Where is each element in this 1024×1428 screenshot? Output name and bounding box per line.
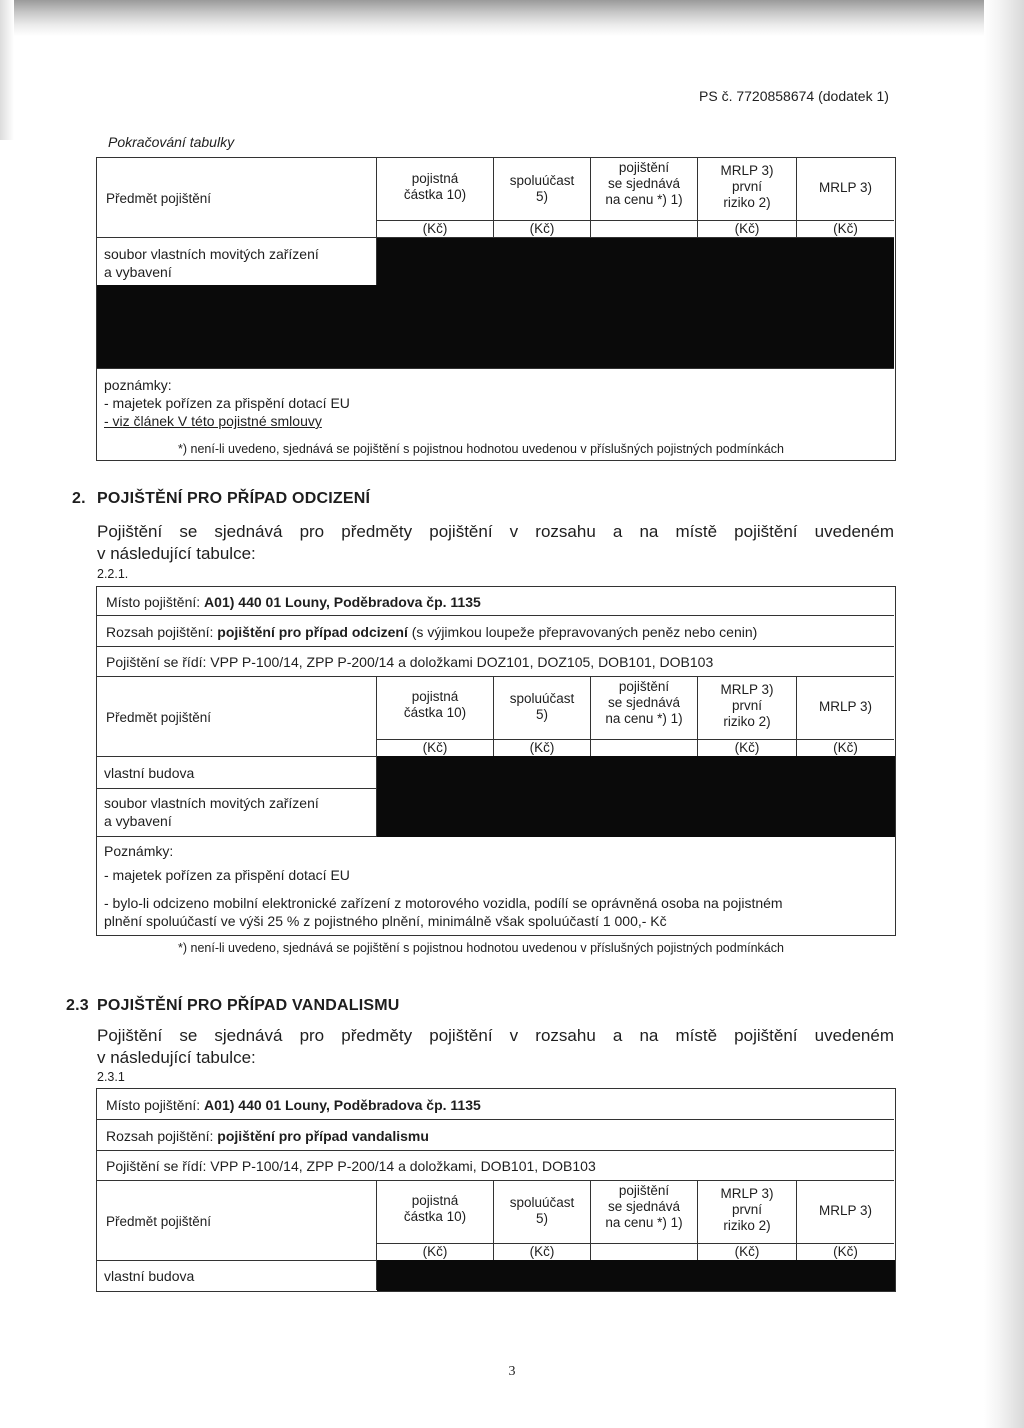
column-header-mrlp-first: MRLP 3) první riziko 2) <box>720 163 774 210</box>
subsection-number: 2.2.1. <box>97 567 129 581</box>
footnote: *) není-li uvedeno, sjednává se pojištění s pojistnou hodnotou uvedenou v příslušných pojistných podmínkách <box>178 941 784 955</box>
row-label: soubor vlastních movitých zařízení a vybavení <box>104 795 319 829</box>
column-header-sum: pojistná částka 10) <box>403 1193 467 1224</box>
scan-shadow-top <box>0 0 1024 36</box>
redacted-block <box>377 756 895 837</box>
unit-label: (Kč) <box>734 1244 760 1259</box>
section-title: POJIŠTĚNÍ PRO PŘÍPAD ODCIZENÍ <box>97 490 371 507</box>
column-header-mrlp: MRLP 3) <box>818 699 873 714</box>
unit-label: (Kč) <box>734 740 760 755</box>
row-label: vlastní budova <box>104 765 195 781</box>
section-number: 2.3 <box>66 997 89 1014</box>
column-header-subject: Předmět pojištění <box>106 710 212 725</box>
redacted-block <box>97 285 894 368</box>
section-title: POJIŠTĚNÍ PRO PŘÍPAD VANDALISMU <box>97 997 400 1014</box>
unit-label: (Kč) <box>529 221 555 236</box>
notes-title: Poznámky: <box>104 843 174 859</box>
row-label: soubor vlastních movitých zařízení a vybavení <box>104 246 319 280</box>
redacted-block <box>377 1260 895 1291</box>
unit-label: (Kč) <box>529 1244 555 1259</box>
scan-shadow-right <box>984 0 1024 1428</box>
column-header-basis: pojištění se sjednává na cenu *) 1) <box>605 679 683 726</box>
unit-label: (Kč) <box>833 740 858 755</box>
column-header-sum: pojistná částka 10) <box>403 689 467 720</box>
notes-block: poznámky: - majetek pořízen za přispění dotací EU - viz článek V této pojistné smlouvy <box>104 377 350 429</box>
section-paragraph: Pojištění se sjednává pro předměty pojištění v rozsahu a na místě pojištění uvedeném <box>97 1026 894 1045</box>
section-paragraph: Pojištění se sjednává pro předměty pojištění v rozsahu a na místě pojištění uvedeném <box>97 522 894 541</box>
unit-label: (Kč) <box>422 740 448 755</box>
column-header-mrlp: MRLP 3) <box>818 1203 873 1218</box>
scan-shadow-left <box>0 0 14 140</box>
row-label: vlastní budova <box>104 1268 195 1284</box>
column-header-deductible: spoluúčast 5) <box>509 1195 575 1226</box>
footnote: *) není-li uvedeno, sjednává se pojištění s pojistnou hodnotou uvedenou v příslušných pojistných podmínkách <box>178 442 784 456</box>
unit-label: (Kč) <box>734 221 760 236</box>
section-number: 2. <box>72 490 86 507</box>
column-header-mrlp-first: MRLP 3) první riziko 2) <box>720 682 774 729</box>
note-item: - majetek pořízen za přispění dotací EU <box>104 867 350 883</box>
column-header-subject: Předmět pojištění <box>106 191 212 206</box>
place-of-insurance: Místo pojištění: A01) 440 01 Louny, Poděbradova čp. 1135 <box>106 594 481 610</box>
page-number: 3 <box>508 1364 516 1379</box>
subsection-number: 2.3.1 <box>97 1070 125 1084</box>
unit-label: (Kč) <box>833 221 858 236</box>
insurance-scope: Rozsah pojištění: pojištění pro případ odcizení (s výjimkou loupeže přepravovaných peněz nebo cenin) <box>106 624 758 640</box>
column-header-mrlp-first: MRLP 3) první riziko 2) <box>720 1186 774 1233</box>
continuation-label: Pokračování tabulky <box>108 134 235 150</box>
column-header-basis: pojištění se sjednává na cenu *) 1) <box>605 1183 683 1230</box>
column-header-subject: Předmět pojištění <box>106 1214 212 1229</box>
column-header-basis: pojištění se sjednává na cenu *) 1) <box>605 160 683 207</box>
governing-rules: Pojištění se řídí: VPP P-100/14, ZPP P-200/14 a doložkami DOZ101, DOZ105, DOB101, DOB103 <box>106 654 714 670</box>
column-header-sum: pojistná částka 10) <box>403 171 467 202</box>
note-item: - bylo-li odcizeno mobilní elektronické zařízení z motorového vozidla, podílí se oprávněná osoba na pojistném plnění spoluúčastí ve výši 25 % z pojistného plnění, minimálně však spoluúčastí 1 000,- Kč <box>104 895 783 929</box>
governing-rules: Pojištění se řídí: VPP P-100/14, ZPP P-200/14 a doložkami, DOB101, DOB103 <box>106 1158 596 1174</box>
unit-label: (Kč) <box>529 740 555 755</box>
unit-label: (Kč) <box>833 1244 858 1259</box>
unit-label: (Kč) <box>422 1244 448 1259</box>
insurance-scope: Rozsah pojištění: pojištění pro případ vandalismu <box>106 1128 429 1144</box>
redacted-block <box>377 238 894 286</box>
section-paragraph: v následující tabulce: <box>97 1048 256 1067</box>
column-header-deductible: spoluúčast 5) <box>509 173 575 204</box>
unit-label: (Kč) <box>422 221 448 236</box>
document-reference: PS č. 7720858674 (dodatek 1) <box>699 88 889 104</box>
column-header-mrlp: MRLP 3) <box>818 180 873 195</box>
column-header-deductible: spoluúčast 5) <box>509 691 575 722</box>
place-of-insurance: Místo pojištění: A01) 440 01 Louny, Poděbradova čp. 1135 <box>106 1097 481 1113</box>
section-paragraph: v následující tabulce: <box>97 544 256 563</box>
